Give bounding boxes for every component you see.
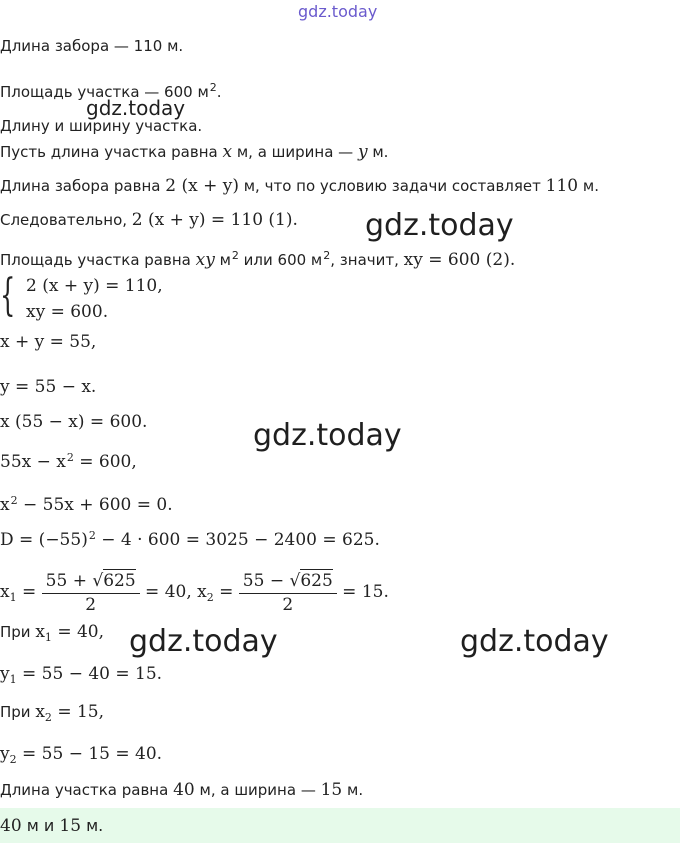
conclusion: Длина участка равна 40 м, а ширина — 15 м.	[0, 780, 364, 800]
root-fraction-2: $\frac{55 - √625}{2}$	[239, 570, 337, 615]
roots-line: $x_1$ = $\frac{55 + √625}{2}$ = 40, $x_2$ = $\frac{55 - √625}{2}$ = 15.	[0, 571, 389, 615]
watermark: gdz.today	[86, 96, 186, 120]
given-fence-length: Длина забора — 110 м.	[0, 37, 184, 55]
watermark: gdz.today	[460, 624, 609, 659]
step-y-expr: y = 55 − x.	[0, 377, 97, 397]
watermark: gdz.today	[298, 2, 378, 21]
discriminant: $D = (-55)^2 - 4 \cdot 600 = 3025 - 2400 = 625$.	[0, 529, 380, 550]
case-x2: При $x_2 = 15$,	[0, 702, 105, 724]
equation-2: Площадь участка равна xy $м^2$ или 600 $м^2$, значит, xy = 600 (2).	[0, 249, 516, 270]
system-brace: {	[0, 270, 16, 321]
root-fraction-1: $\frac{55 + √625}{2}$	[42, 570, 140, 615]
result-y2: $y_2 = 55 - 15 = 40$.	[0, 744, 163, 766]
let-statement: Пусть длина участка равна x м, а ширина — y м.	[0, 142, 389, 162]
system-eq-2: xy = 600.	[26, 302, 109, 322]
step-substitute: x (55 − x) = 600.	[0, 412, 148, 432]
step-sum: x + y = 55,	[0, 332, 97, 352]
result-y1: $y_1 = 55 - 40 = 15$.	[0, 664, 163, 686]
step-quadratic: $x^2 - 55x + 600 = 0$.	[0, 494, 173, 515]
step-expand: $55x - x^2 = 600$,	[0, 451, 137, 472]
system-eq-1: 2 (x + y) = 110,	[26, 276, 163, 296]
case-x1: При $x_1 = 40$,	[0, 622, 105, 644]
watermark: gdz.today	[253, 418, 402, 453]
watermark: gdz.today	[129, 624, 278, 659]
find-statement: Длину и ширину участка.	[0, 117, 203, 135]
given-plot-area: Площадь участка — 600 $м^2$.	[0, 81, 222, 101]
equation-1: Следовательно, 2 (x + y) = 110 (1).	[0, 210, 298, 230]
watermark: gdz.today	[365, 208, 514, 243]
fence-equation-text: Длина забора равна 2 (x + y) м, что по условию задачи составляет 110 м.	[0, 176, 599, 196]
final-answer: 40 м и 15 м.	[0, 816, 104, 836]
